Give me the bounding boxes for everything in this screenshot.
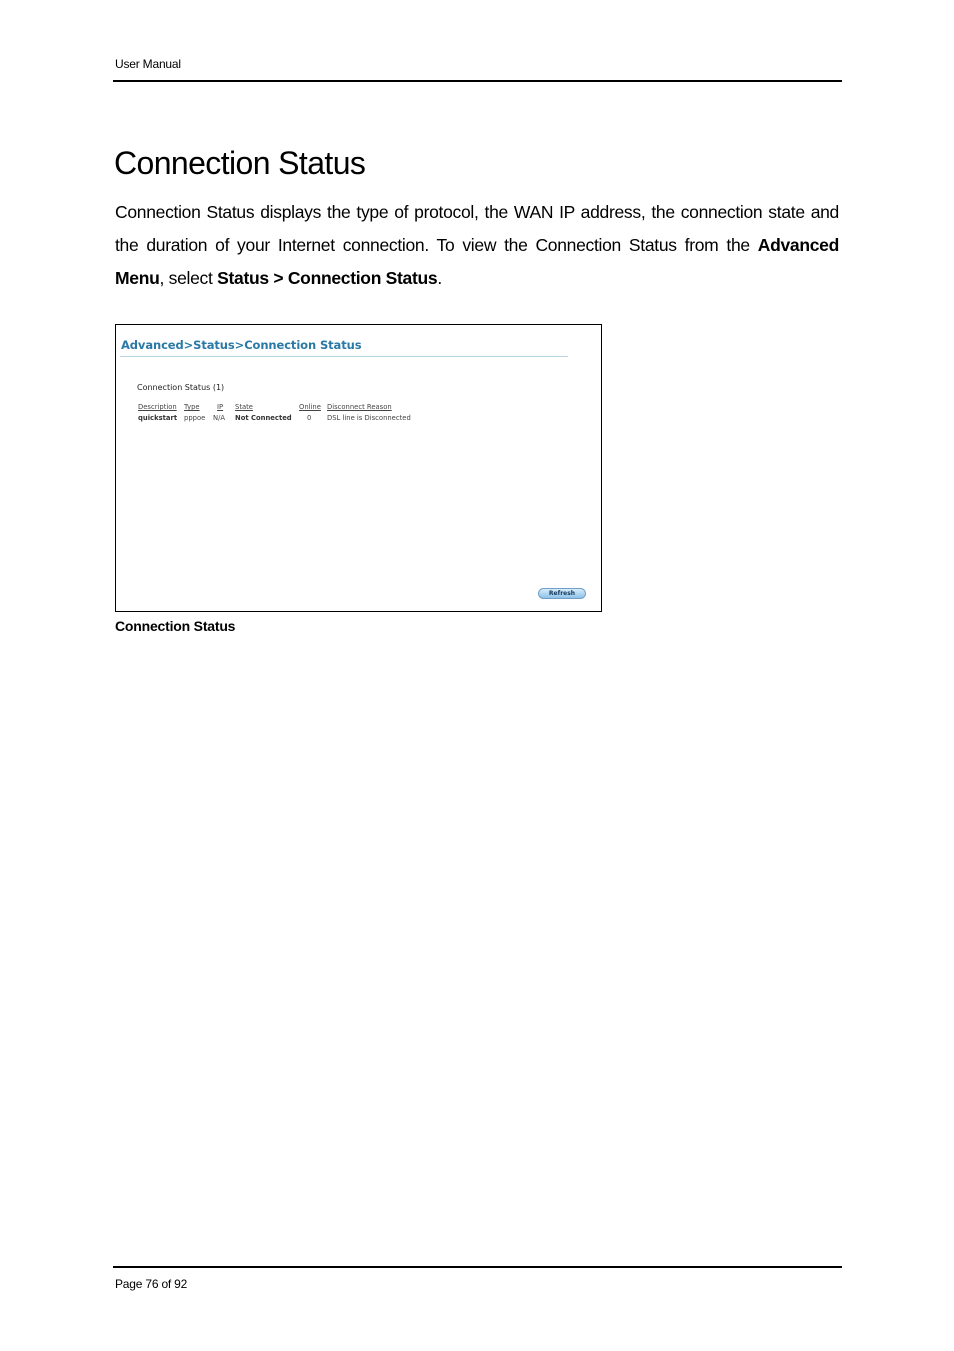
cell-state: Not Connected	[235, 414, 292, 422]
footer-rule	[113, 1266, 842, 1268]
connection-status-screenshot	[115, 324, 602, 612]
cell-ip: N/A	[213, 414, 226, 422]
breadcrumb-divider	[120, 356, 568, 357]
running-header: User Manual	[115, 57, 181, 71]
column-header-online[interactable]: Online	[299, 403, 321, 411]
cell-disconnect-reason: DSL line is Disconnected	[327, 414, 411, 422]
intro-text: Connection Status displays the type of protocol, the WAN IP address, the connection state and the duration of your Internet connection. To view the Connection Status from the	[115, 202, 839, 255]
intro-text-mid: , select	[159, 268, 218, 288]
breadcrumb-status[interactable]: Status	[193, 338, 235, 352]
refresh-button[interactable]: Refresh	[538, 588, 586, 599]
column-header-type[interactable]: Type	[184, 403, 200, 411]
cell-description: quickstart	[138, 414, 178, 422]
breadcrumb	[121, 338, 361, 352]
breadcrumb-advanced[interactable]: Advanced	[121, 338, 184, 352]
cell-online: 0	[307, 414, 312, 422]
figure-caption: Connection Status	[115, 618, 236, 634]
intro-paragraph	[115, 196, 839, 295]
header-rule	[113, 80, 842, 82]
breadcrumb-separator: >	[183, 338, 194, 352]
page-title: Connection Status	[114, 145, 366, 181]
intro-bold-path: Status > Connection Status	[217, 268, 438, 288]
column-header-ip[interactable]: IP	[217, 403, 224, 411]
breadcrumb-separator: >	[234, 338, 245, 352]
table-title: Connection Status (1)	[137, 383, 225, 392]
breadcrumb-connection-status: Connection Status	[244, 338, 362, 352]
intro-text-end: .	[437, 268, 442, 288]
cell-type: pppoe	[184, 414, 206, 422]
column-header-description[interactable]: Description	[138, 403, 177, 411]
column-header-disconnect-reason[interactable]: Disconnect Reason	[327, 403, 392, 411]
page-number: Page 76 of 92	[115, 1277, 188, 1291]
intro-bold-advanced-menu: Advanced Menu	[115, 235, 839, 288]
column-header-state[interactable]: State	[235, 403, 253, 411]
